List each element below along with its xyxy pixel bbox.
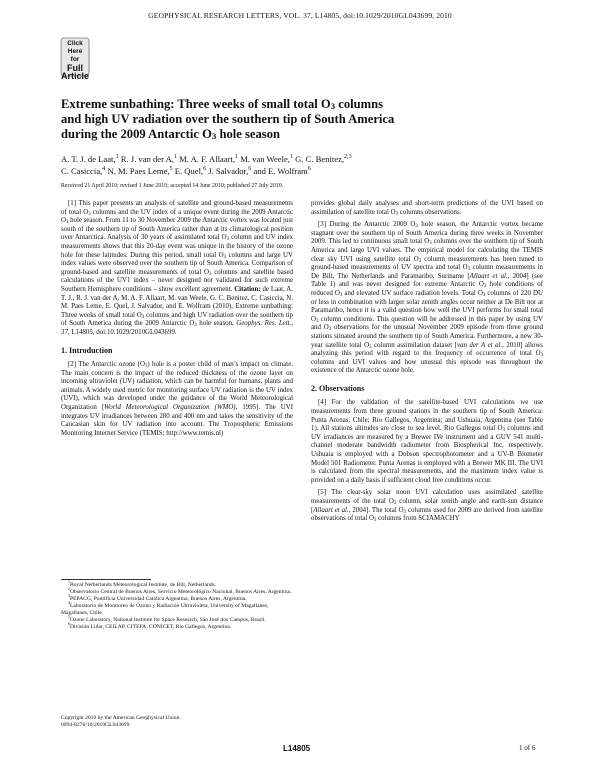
- affiliation-footnotes: $^1$Royal Netherlands Meteorological Institute, de Bilt, Netherlands. $^2$Observatorio Central de Buenos Aires, Servicio Meteorológico Nacional, Buenos Aires, Argentina. $^3$PEPACG, Pontificia Universidad Católica Argentina, Buenos Aires, Argentina. $^4$Laboratorio de Monitoreo de Ozono y Radiación Ultravioleta, University of Magallanes, Magallanes, Chile. $^5$Ozone Laboratory, National Institute for Space Research, São José dos Campos, Brazil. $^6$División Lidar, CEILAP, CITEFA, CONICET, Rio Gallegos, Argentina.: [61, 580, 292, 630]
- paragraph-5: [5] The clear-sky solar noon UVI calculation uses assimilated satellite measurements of the total $O_3$ column, solar zenith angle and earth-sun distance [Allaart et al., 2004]. The total $O_3$ columns used for 2009 are derived from satellite observations of total $O_3$ columns from SCIAMACHY: [311, 489, 543, 524]
- badge-line-5: Article: [60, 71, 89, 81]
- badge-line-4: Full: [67, 63, 83, 73]
- paragraph-3: [3] During the Antarctic 2009 $O_3$ hole season, the Antarctic vortex became stagnant over the southern tip of South America during three weeks in November 2009. This led to continuous small total $O_3$ columns over the southern tip of South America and large UVI values. The empirical model for calculating the TEMIS clear sky UVI using satellite total $O_3$ column measurements has been tuned to ground-based measurements of UV spectra and total $O_3$ column measurements in De Bilt, The Netherlands and Paramaribo, Suriname [Allaart et al., 2004] (see Table 1) and was never designed for extreme Antarctic $O_3$ hole conditions of reduced $O_3$ and elevated UV surface radiation levels. Total $O_3$ columns of 220 DU or less in combination with larger solar zenith angles occur neither at De Bilt nor at Paramaribo, hence it is a valid question how well the UVI performs for small total $O_3$ column conditions. This question will be addressed in this paper by using UV and $O_3$ observations for the unusual November 2009 episode from three ground stations situated around the southern tip of South America. Furthermore, a new 30-year satellite total $O_3$ column assimilation dataset [van der A et al., 2010] allows analyzing this period with regard to the frequency of occurrence of total $O_3$ columns and UVI values and how unusual this episode was throughout the existence of the Antarctic ozone hole.: [311, 221, 543, 375]
- footnote-rule: [61, 579, 151, 580]
- paragraph-4: [4] For the validation of the satellite-based UVI calculations we use measurements from three ground stations in the southern tip of South America: Punta Arenas, Chile; Rio Gallegos, Argentina; and Ushuaia, Argentina (see Table 1). All stations altitudes are close to sea level. Rio Gallegos total $O_3$ columns and UV irradiances are measured by a Brewer IVe instrument and a GUV 541 multi-channel moderate bandwidth radiometer from Biospherical Inc, respectively. Ushuaia is employed with a Dobson spectrophotometer and a UV-B Biometer Model 501 Radiometer. Punta Arenas is employed with a Brewer MK III. The UVI is calculated from the spectral measurements, and the maximum index value is provided on a daily basis if sufficient cloud free conditions occur.: [311, 399, 543, 484]
- intro-paragraph-continued: provides global daily analyses and short-term predictions of the UVI based on assimilation of satellite total $O_3$ columns observations.: [311, 200, 543, 217]
- left-column: [61, 200, 293, 438]
- intro-paragraph: [2] The Antarctic ozone $(O_3)$ hole is a poster child of man’s impact on climate. The main concern is the impact of the reduced thickness of the ozone layer on incoming ultraviolet (UV) radiation, which can be harmful for humans, plants and animals. A widely used metric for monitoring surface UV radiation is the UV index (UVI), which was developed under the guidance of the World Meteorological Organization [World Meteorological Organization (WMO), 1995]. The UVI integrates UV irradiances between 280 and 400 nm and takes the sensitivity of the Caucasian skin for UV radiation into account. The Tropospheric Emissions Monitoring Internet Service (TEMIS; http://www.temis.nl): [61, 361, 294, 437]
- running-head: GEOPHYSICAL RESEARCH LETTERS, VOL. 37, L14805, doi:10.1029/2010GL043699, 2010: [148, 11, 452, 20]
- abstract: [1] This paper presents an analysis of satellite and ground-based measurements of total $O_3$ columns and the UV index of a unique event during the 2009 Antarctic $O_3$ hole season. From 11 to 30 November 2009 the Antarctic vortex was located just south of the southern tip of South America rather than at its climatological position over Antarctica. Analysis of 30 years of assimilated total $O_3$ column and UV index measurements shows that this 20-day event was unique in the history of the ozone hole for these latitudes. During this period, small total $O_3$ columns and large UV index values were observed over the southern tip of South America. Comparison of ground-based and satellite measurements of total $O_3$ columns and satellite based calculations of the UV1 index – never designed nor validated for such extreme Southern Hemisphere conditions – show excellent agreement. Citation: de Laat, A. T. J., R. J. van der A, M. A. F. Allaart, M. van Weele, G. C. Benitez, C. Casiccia, N. M. Paes Leme, E. Quel, J. Salvador, and E. Wolfram (2010), Extreme sunbathing: Three weeks of small total $O_3$ columns and high UV radiation over the southern tip of South America during the 2009 Antarctic $O_3$ hole season, Geophys. Res. Lett., 37, L14805, doi:10.1029/2010GL043699.: [61, 200, 294, 336]
- section-heading-observations: 2. Observations: [311, 383, 365, 393]
- badge-line-1: Click: [67, 40, 83, 47]
- received-dates: Received 21 April 2010; revised 1 June 2010; accepted 14 June 2010; published 27 July 2010.: [61, 183, 284, 189]
- paper-title: Extreme sunbathing: Three weeks of small total $O_3$ columns and high UV radiation over the southern tip of South America during the 2009 Antarctic $O_3$ hole season: [61, 97, 395, 141]
- badge-line-2: Here: [67, 48, 83, 55]
- article-number: L14805: [283, 744, 311, 753]
- full-article-badge[interactable]: [60, 37, 90, 81]
- section-heading-introduction: 1. Introduction: [61, 345, 113, 355]
- author-list: A. T. J. de Laat,$^1$ R. J. van der A,$^1$ M. A. F. Allaart,$^1$ M. van Weele,$^1$ G. C. Benitez,$^{2,3}$ C. Casiccia,$^4$ N. M. Paes Leme,$^5$ E. Quel,$^6$ J. Salvador,$^6$ and E. Wolfram$^6$: [61, 154, 352, 176]
- badge-line-3: for: [70, 56, 80, 63]
- page-number: 1 of 6: [519, 744, 536, 752]
- right-column: [311, 200, 543, 524]
- copyright-notice: Copyright 2010 by the American Geophysical Union. 0094-8276/10/2010GL043699: [61, 715, 181, 728]
